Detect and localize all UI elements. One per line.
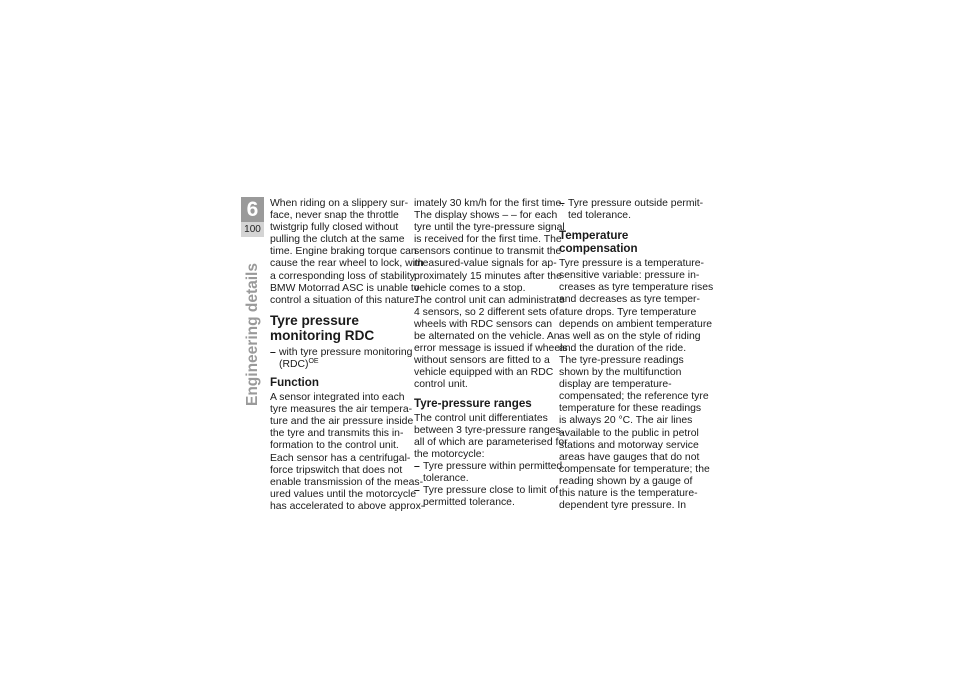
text-line: creases as tyre temperature rises — [559, 282, 714, 294]
heading-tyre-pressure-ranges: Tyre-pressure ranges — [414, 396, 532, 410]
text-line: imately 30 km/h for the first time. — [414, 198, 565, 209]
text-line: – with tyre pressure monitoring — [279, 346, 413, 358]
intro-paragraph — [270, 198, 424, 307]
text-line: BMW Motorrad ASC is unable to — [270, 282, 420, 294]
range-item-close-to-limit — [414, 485, 559, 509]
text-line: stations and motorway service — [559, 439, 699, 451]
text-line: all of which are parameterised for — [414, 436, 568, 448]
text-line: display are temperature- — [559, 379, 672, 391]
text-line: shown by the multifunction — [559, 367, 682, 379]
chapter-title-vertical: Engineering details — [244, 263, 261, 406]
range-item-outside-tolerance — [559, 198, 704, 222]
oe-superscript: OE — [308, 357, 319, 365]
text-line: enable transmission of the meas- — [270, 476, 424, 488]
text-line: ured values until the motorcycle — [270, 488, 417, 500]
text-column-2 — [414, 198, 568, 509]
text-line: A sensor integrated into each — [270, 392, 405, 404]
heading-tyre-pressure-monitoring — [270, 313, 410, 343]
text-line: has accelerated to above approx- — [270, 500, 425, 512]
text-line: sensitive variable: pressure in- — [559, 270, 700, 282]
text-line: and the duration of the ride. — [559, 342, 687, 354]
text-line: reading shown by a gauge of — [559, 475, 693, 487]
text-line: is received for the first time. The — [414, 234, 562, 246]
text-line: – Tyre pressure close to limit of — [423, 485, 559, 497]
text-line: Tyre pressure is a temperature- — [559, 258, 704, 270]
text-line: between 3 tyre-pressure ranges, — [414, 424, 564, 436]
text-line: ature drops. Tyre temperature — [559, 306, 697, 318]
text-line: The display shows – – for each — [414, 210, 558, 222]
text-line: be alternated on the vehicle. An — [414, 331, 560, 343]
text-line: temperature for these readings — [559, 403, 702, 415]
text-line: control a situation of this nature. — [270, 294, 418, 306]
text-line: – Tyre pressure outside permit- — [568, 198, 704, 209]
text-line: is always 20 °C. The air lines — [559, 415, 693, 427]
text-line: ture and the air pressure inside — [270, 416, 414, 428]
text-line: tyre measures the air tempera- — [270, 404, 413, 416]
text-line: depends on ambient temperature — [559, 318, 713, 330]
text-line: – Tyre pressure within permitted — [423, 460, 563, 472]
text-line: formation to the control unit. — [270, 440, 399, 452]
text-line: sensors continue to transmit the — [414, 246, 562, 258]
text-line: The control unit can administrate — [414, 294, 565, 306]
text-line: pulling the clutch at the same — [270, 234, 405, 246]
text-line: the tyre and transmits this in- — [270, 428, 404, 440]
text-line: measured-value signals for ap- — [414, 258, 557, 270]
text-line: permitted tolerance. — [423, 497, 515, 509]
text-line: The tyre-pressure readings — [559, 354, 684, 366]
text-line: control unit. — [414, 379, 468, 391]
text-line — [279, 359, 410, 371]
chapter-number: 6 — [246, 198, 259, 221]
page-number: 100 — [241, 222, 264, 237]
function-paragraph — [270, 392, 425, 513]
text-line: face, never snap the throttle — [270, 210, 399, 222]
text-line: cause the rear wheel to lock, with — [270, 258, 424, 270]
ranges-paragraph — [414, 412, 568, 461]
text-line: available to the public in petrol — [559, 427, 699, 439]
heading-line: Temperature — [559, 229, 629, 243]
heading-line: compensation — [559, 242, 638, 256]
text-line: tyre until the tyre-pressure signal — [414, 222, 565, 234]
text-line: When riding on a slippery sur- — [270, 198, 409, 209]
text-line: vehicle equipped with an RDC — [414, 367, 554, 379]
text-column-1 — [270, 198, 425, 513]
text-line: areas have gauges that do not — [559, 451, 700, 463]
function-paragraph-continued — [414, 198, 568, 392]
text-line: ted tolerance. — [568, 210, 631, 222]
text-line: compensated; the reference tyre — [559, 391, 709, 403]
text-line: and decreases as tyre temper- — [559, 294, 700, 306]
text-line: 4 sensors, so 2 different sets of — [414, 306, 559, 318]
text-line: The control unit differentiates — [414, 412, 548, 424]
text-line: tolerance. — [423, 472, 469, 484]
text-line: wheels with RDC sensors can — [414, 318, 553, 330]
text-line: force tripswitch that does not — [270, 464, 403, 476]
heading-line: Tyre pressure — [270, 312, 359, 328]
text-column-3 — [559, 198, 714, 512]
text-line: the motorcycle: — [414, 448, 485, 460]
range-item-within-tolerance — [414, 460, 563, 485]
heading-line: monitoring RDC — [270, 327, 375, 343]
text-line: without sensors are fitted to a — [414, 355, 550, 367]
temperature-paragraph — [559, 258, 714, 512]
text-line: proximately 15 minutes after the — [414, 270, 562, 282]
text-line: time. Engine braking torque can — [270, 246, 417, 258]
rdc-equipment-item — [270, 346, 413, 371]
text-line: a corresponding loss of stability. — [270, 270, 418, 282]
text-line: error message is issued if wheels — [414, 343, 568, 355]
heading-temperature-compensation — [559, 229, 699, 255]
rdc-label: (RDC) — [279, 358, 309, 370]
text-line: twistgrip fully closed without — [270, 222, 399, 234]
text-line: this nature is the temperature- — [559, 487, 698, 499]
text-line: compensate for temperature; the — [559, 463, 710, 475]
heading-function: Function — [270, 376, 319, 390]
text-line: Each sensor has a centrifugal- — [270, 452, 411, 464]
text-line: dependent tyre pressure. In — [559, 500, 687, 512]
text-line: as well as on the style of riding — [559, 330, 701, 342]
chapter-badge — [241, 197, 264, 237]
text-line: vehicle comes to a stop. — [414, 282, 526, 294]
